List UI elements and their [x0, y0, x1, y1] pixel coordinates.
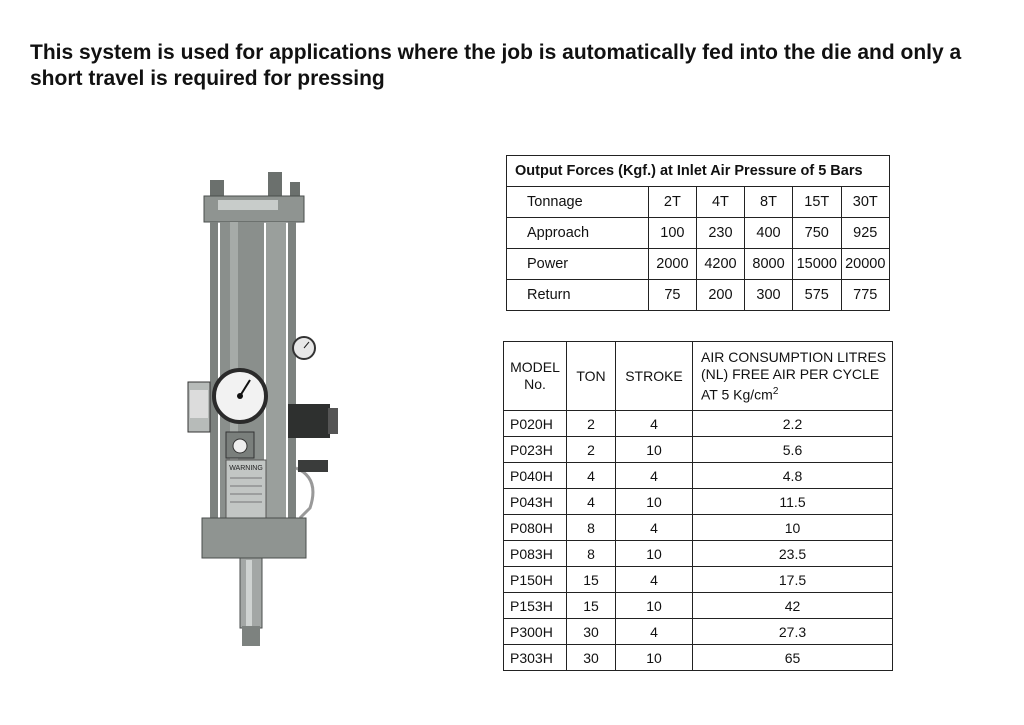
air-cell: 42 [693, 593, 893, 619]
table-cell: 775 [841, 280, 890, 311]
table-cell: 20000 [841, 249, 890, 280]
table-row [507, 218, 890, 249]
stroke-cell: 10 [616, 541, 693, 567]
table-row [504, 645, 893, 671]
air-cell: 17.5 [693, 567, 893, 593]
table-row [507, 249, 890, 280]
air-cell: 10 [693, 515, 893, 541]
model-cell: P303H [504, 645, 567, 671]
table-cell: 8T [744, 187, 792, 218]
table-row [507, 280, 890, 311]
table-row [504, 619, 893, 645]
stroke-cell: 10 [616, 593, 693, 619]
air-cell: 2.2 [693, 411, 893, 437]
table-cell: 230 [696, 218, 744, 249]
air-cell: 11.5 [693, 489, 893, 515]
column-header-stroke: STROKE [616, 342, 693, 411]
model-cell: P043H [504, 489, 567, 515]
air-cell: 27.3 [693, 619, 893, 645]
ton-cell: 2 [567, 437, 616, 463]
ton-cell: 30 [567, 645, 616, 671]
table-cell: 400 [744, 218, 792, 249]
table-cell: 925 [841, 218, 890, 249]
table-cell: 750 [793, 218, 841, 249]
stroke-cell: 4 [616, 411, 693, 437]
row-label: Return [507, 280, 649, 311]
column-header-ton: TON [567, 342, 616, 411]
air-cell: 4.8 [693, 463, 893, 489]
stroke-cell: 10 [616, 437, 693, 463]
table-cell: 75 [648, 280, 696, 311]
air-cell: 5.6 [693, 437, 893, 463]
table-row [504, 515, 893, 541]
ton-cell: 15 [567, 593, 616, 619]
stroke-cell: 10 [616, 645, 693, 671]
table-row [504, 541, 893, 567]
model-cell: P300H [504, 619, 567, 645]
model-cell: P150H [504, 567, 567, 593]
table-row [504, 463, 893, 489]
ton-cell: 4 [567, 463, 616, 489]
table-header-row [504, 342, 893, 411]
table-cell: 15000 [793, 249, 841, 280]
table-cell: 100 [648, 218, 696, 249]
page-heading: This system is used for applications where the job is automatically fed into the die and only a short travel is required for pressing [30, 41, 962, 90]
table-row [507, 187, 890, 218]
stroke-cell: 4 [616, 463, 693, 489]
column-header-model: MODEL No. [504, 342, 567, 411]
output-forces-table [506, 155, 890, 311]
table-cell: 575 [793, 280, 841, 311]
model-cell: P040H [504, 463, 567, 489]
table-cell: 300 [744, 280, 792, 311]
ton-cell: 4 [567, 489, 616, 515]
hydro-pneumatic-cylinder-image [180, 168, 340, 658]
air-consumption-header-text: AIR CONSUMPTION LITRES (NL) FREE AIR PER CYCLE AT 5 Kg/cm [701, 348, 887, 403]
table-cell: 4200 [696, 249, 744, 280]
table-row [504, 489, 893, 515]
ton-cell: 2 [567, 411, 616, 437]
model-cell: P023H [504, 437, 567, 463]
stroke-cell: 4 [616, 515, 693, 541]
superscript: 2 [772, 385, 779, 397]
output-forces-caption: Output Forces (Kgf.) at Inlet Air Pressure of 5 Bars [507, 156, 890, 187]
air-cell: 65 [693, 645, 893, 671]
row-label: Power [507, 249, 649, 280]
table-row [504, 411, 893, 437]
air-consumption-table [503, 341, 893, 671]
table-cell: 30T [841, 187, 890, 218]
table-cell: 2T [648, 187, 696, 218]
model-cell: P083H [504, 541, 567, 567]
model-cell: P153H [504, 593, 567, 619]
row-label: Approach [507, 218, 649, 249]
table-cell: 15T [793, 187, 841, 218]
air-cell: 23.5 [693, 541, 893, 567]
ton-cell: 30 [567, 619, 616, 645]
stroke-cell: 4 [616, 619, 693, 645]
table-row [504, 437, 893, 463]
model-cell: P020H [504, 411, 567, 437]
model-cell: P080H [504, 515, 567, 541]
table-cell: 200 [696, 280, 744, 311]
table-row [504, 593, 893, 619]
table-cell: 2000 [648, 249, 696, 280]
stroke-cell: 4 [616, 567, 693, 593]
ton-cell: 8 [567, 515, 616, 541]
row-label: Tonnage [507, 187, 649, 218]
column-header-air-consumption [693, 342, 893, 411]
table-cell: 8000 [744, 249, 792, 280]
table-row [504, 567, 893, 593]
svg-text:WARNING: WARNING [229, 465, 263, 472]
ton-cell: 15 [567, 567, 616, 593]
stroke-cell: 10 [616, 489, 693, 515]
table-cell: 4T [696, 187, 744, 218]
ton-cell: 8 [567, 541, 616, 567]
